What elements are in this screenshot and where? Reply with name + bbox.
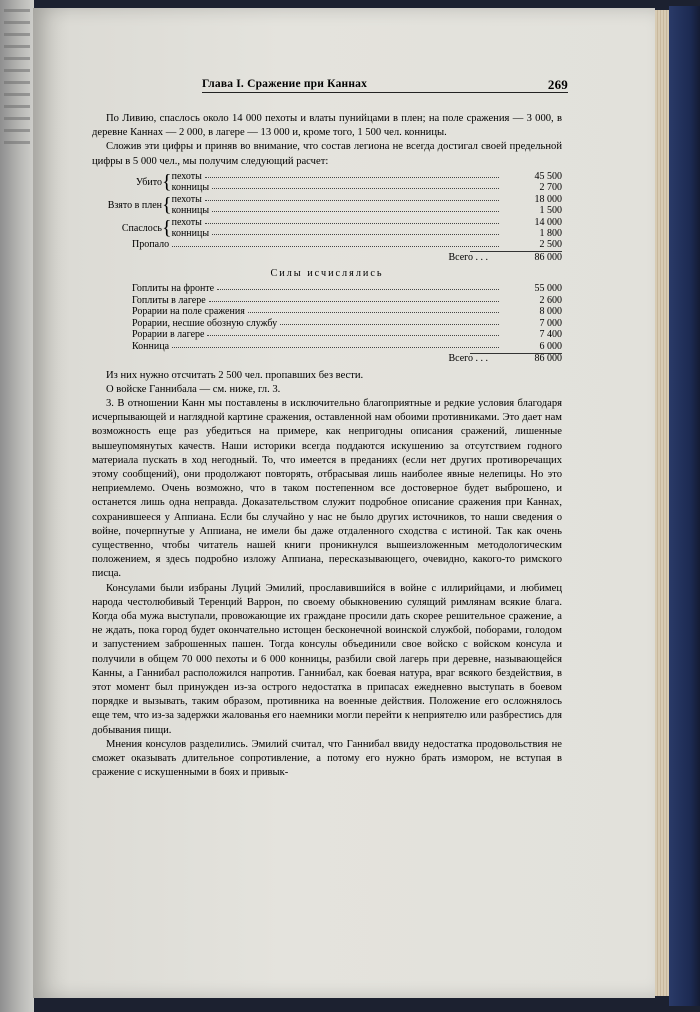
table-row: Пропало 2 500 — [132, 239, 562, 251]
section-title: Силы исчислялись — [270, 268, 384, 280]
paragraph: 3. В отношении Канн мы поставлены в исключительно благоприятные и редкие условия благодаря исчерпывающей и наглядной картине сражения, оставленной нам обоими противниками. Это дает нам возможность еще раз убедиться на примере, как непригодны описания сражений, лишенные вышеупомянутых качеств. Наши историки всегда поддаются искушению за отсутствием годного материала пускать в ход негодный. То, что имеется в преданиях (если нет других противоречащих этому сообщений), они продолжают повторять, отбрасывая лишь наиболее явные нелепицы. Но это неприемлемо. Очень возможно, что в таком постепенном все достоверное будет выброшено, и останется лишь одна неправда. Доказательством служит подробное описание сражения при Каннах, сохранившееся у Аппиана. Если бы случайно у нас не было других источников, то наши сведения о войне, почерпнутые у Аппиана, не имели бы даже отдаленного сходства с истиной. Так как очень существенно, чтобы читатель нашей книги проникнулся вышеизложенным методологическим положением, я здесь подробно изложу Аппиана, пересказывающего, очевидно, какого-то римского писца. — [92, 397, 562, 580]
table-row: пехоты 45 500 — [171, 170, 562, 182]
table-total: Всего . . . 86 000 — [448, 252, 562, 264]
intro-paragraph: По Ливию, спаслось около 14 000 пехоты и влаты пунийцами в плен; на поле сражения — 3 000, в деревне Каннах — 2 000, в лагере — 13 000 и, кроме того, 1 500 чел. конницы. — [92, 113, 562, 139]
table-row: Взято в плен { пехоты 18 000 конницы 1 500 — [92, 194, 562, 217]
group-label: Убито — [135, 176, 162, 188]
table-row: пехоты 18 000 — [171, 193, 562, 205]
book-cover — [669, 6, 700, 1006]
note-line: О войске Ганнибала — см. ниже, гл. 3. — [106, 383, 281, 395]
group-label: Взято в плен — [107, 199, 162, 211]
chapter-title: Глава I. Сражение при Каннах — [202, 78, 368, 90]
page-edges — [655, 10, 669, 996]
left-page-edge — [0, 0, 34, 1012]
table-row: Рорарии, несшие обозную службу 7 000 — [132, 317, 562, 329]
table-row: конницы 2 700 — [171, 182, 562, 194]
group-label: Спаслось — [121, 222, 162, 234]
table-total: Всего . . . 86 000 — [448, 353, 562, 365]
page-body — [92, 112, 562, 780]
paragraph: Консулами были избраны Луций Эмилий, прославившийся в войне с иллирийцами, и любимец народа честолюбивый Теренций Варрон, по своему обыкновению сулящий римлянам всякие блага. Когда оба мужа выступали, провожающие их граждане просили дать скорее решительное сражение, а не ждать, пока город будет окончательно истощен бесконечной воинской службой, поборами, голодом и запустением заброшенных пашен. Тогда консулы объединили свое войско с войском консула и получили в общем 70 000 пехоты и 6 000 конницы, разбили свой лагерь при деревне, называющейся Канны, а Ганнибал расположился напротив. Ганнибал, как боевая натура, враг всякого бездействия, в этот момент был принужден из-за острого недостатка в припасах ежедневно выступать в боевом порядке и вызывать, таким образом, противника на военные действия. Положение его осложнялось еще тем, что из-за задержки жалованья его наемники могли перейти к неприятелю или разбрестись для добывания пищи. — [92, 582, 562, 736]
running-header — [202, 78, 568, 93]
table-row: Конница 6 000 — [132, 340, 562, 352]
table-row: конницы 1 500 — [171, 205, 562, 217]
table-row: конницы 1 800 — [171, 228, 562, 240]
page-number: 269 — [547, 77, 568, 92]
table-row: Убито { пехоты 45 500 конницы 2 700 — [92, 171, 562, 194]
paragraph: Мнения консулов разделились. Эмилий считал, что Ганнибал ввиду недостатка продовольствия не сможет оказывать длительное сопротивление, а потому его нужно брать измором, не вступая в сражение с искушенными в боях и привык- — [92, 738, 562, 779]
table-row: Гоплиты в лагере 2 600 — [132, 294, 562, 306]
intro-paragraph-2: Сложив эти цифры и приняв во внимание, что состав легиона не всегда достигал своей предельной цифры в 5 000 чел., мы получим следующий расчет: — [92, 141, 562, 167]
forces-table — [92, 284, 562, 366]
table-row: Рорарии на поле сражения 8 000 — [132, 306, 562, 318]
table-row: Гоплиты на фронте 55 000 — [132, 283, 562, 295]
note-line: Из них нужно отсчитать 2 500 чел. пропавших без вести. — [106, 369, 364, 381]
table-row: пехоты 14 000 — [171, 216, 562, 228]
table-row: Спаслось { пехоты 14 000 конницы 1 800 — [92, 217, 562, 240]
casualty-table — [92, 171, 562, 265]
table-row: Рорарии в лагере 7 400 — [132, 329, 562, 341]
